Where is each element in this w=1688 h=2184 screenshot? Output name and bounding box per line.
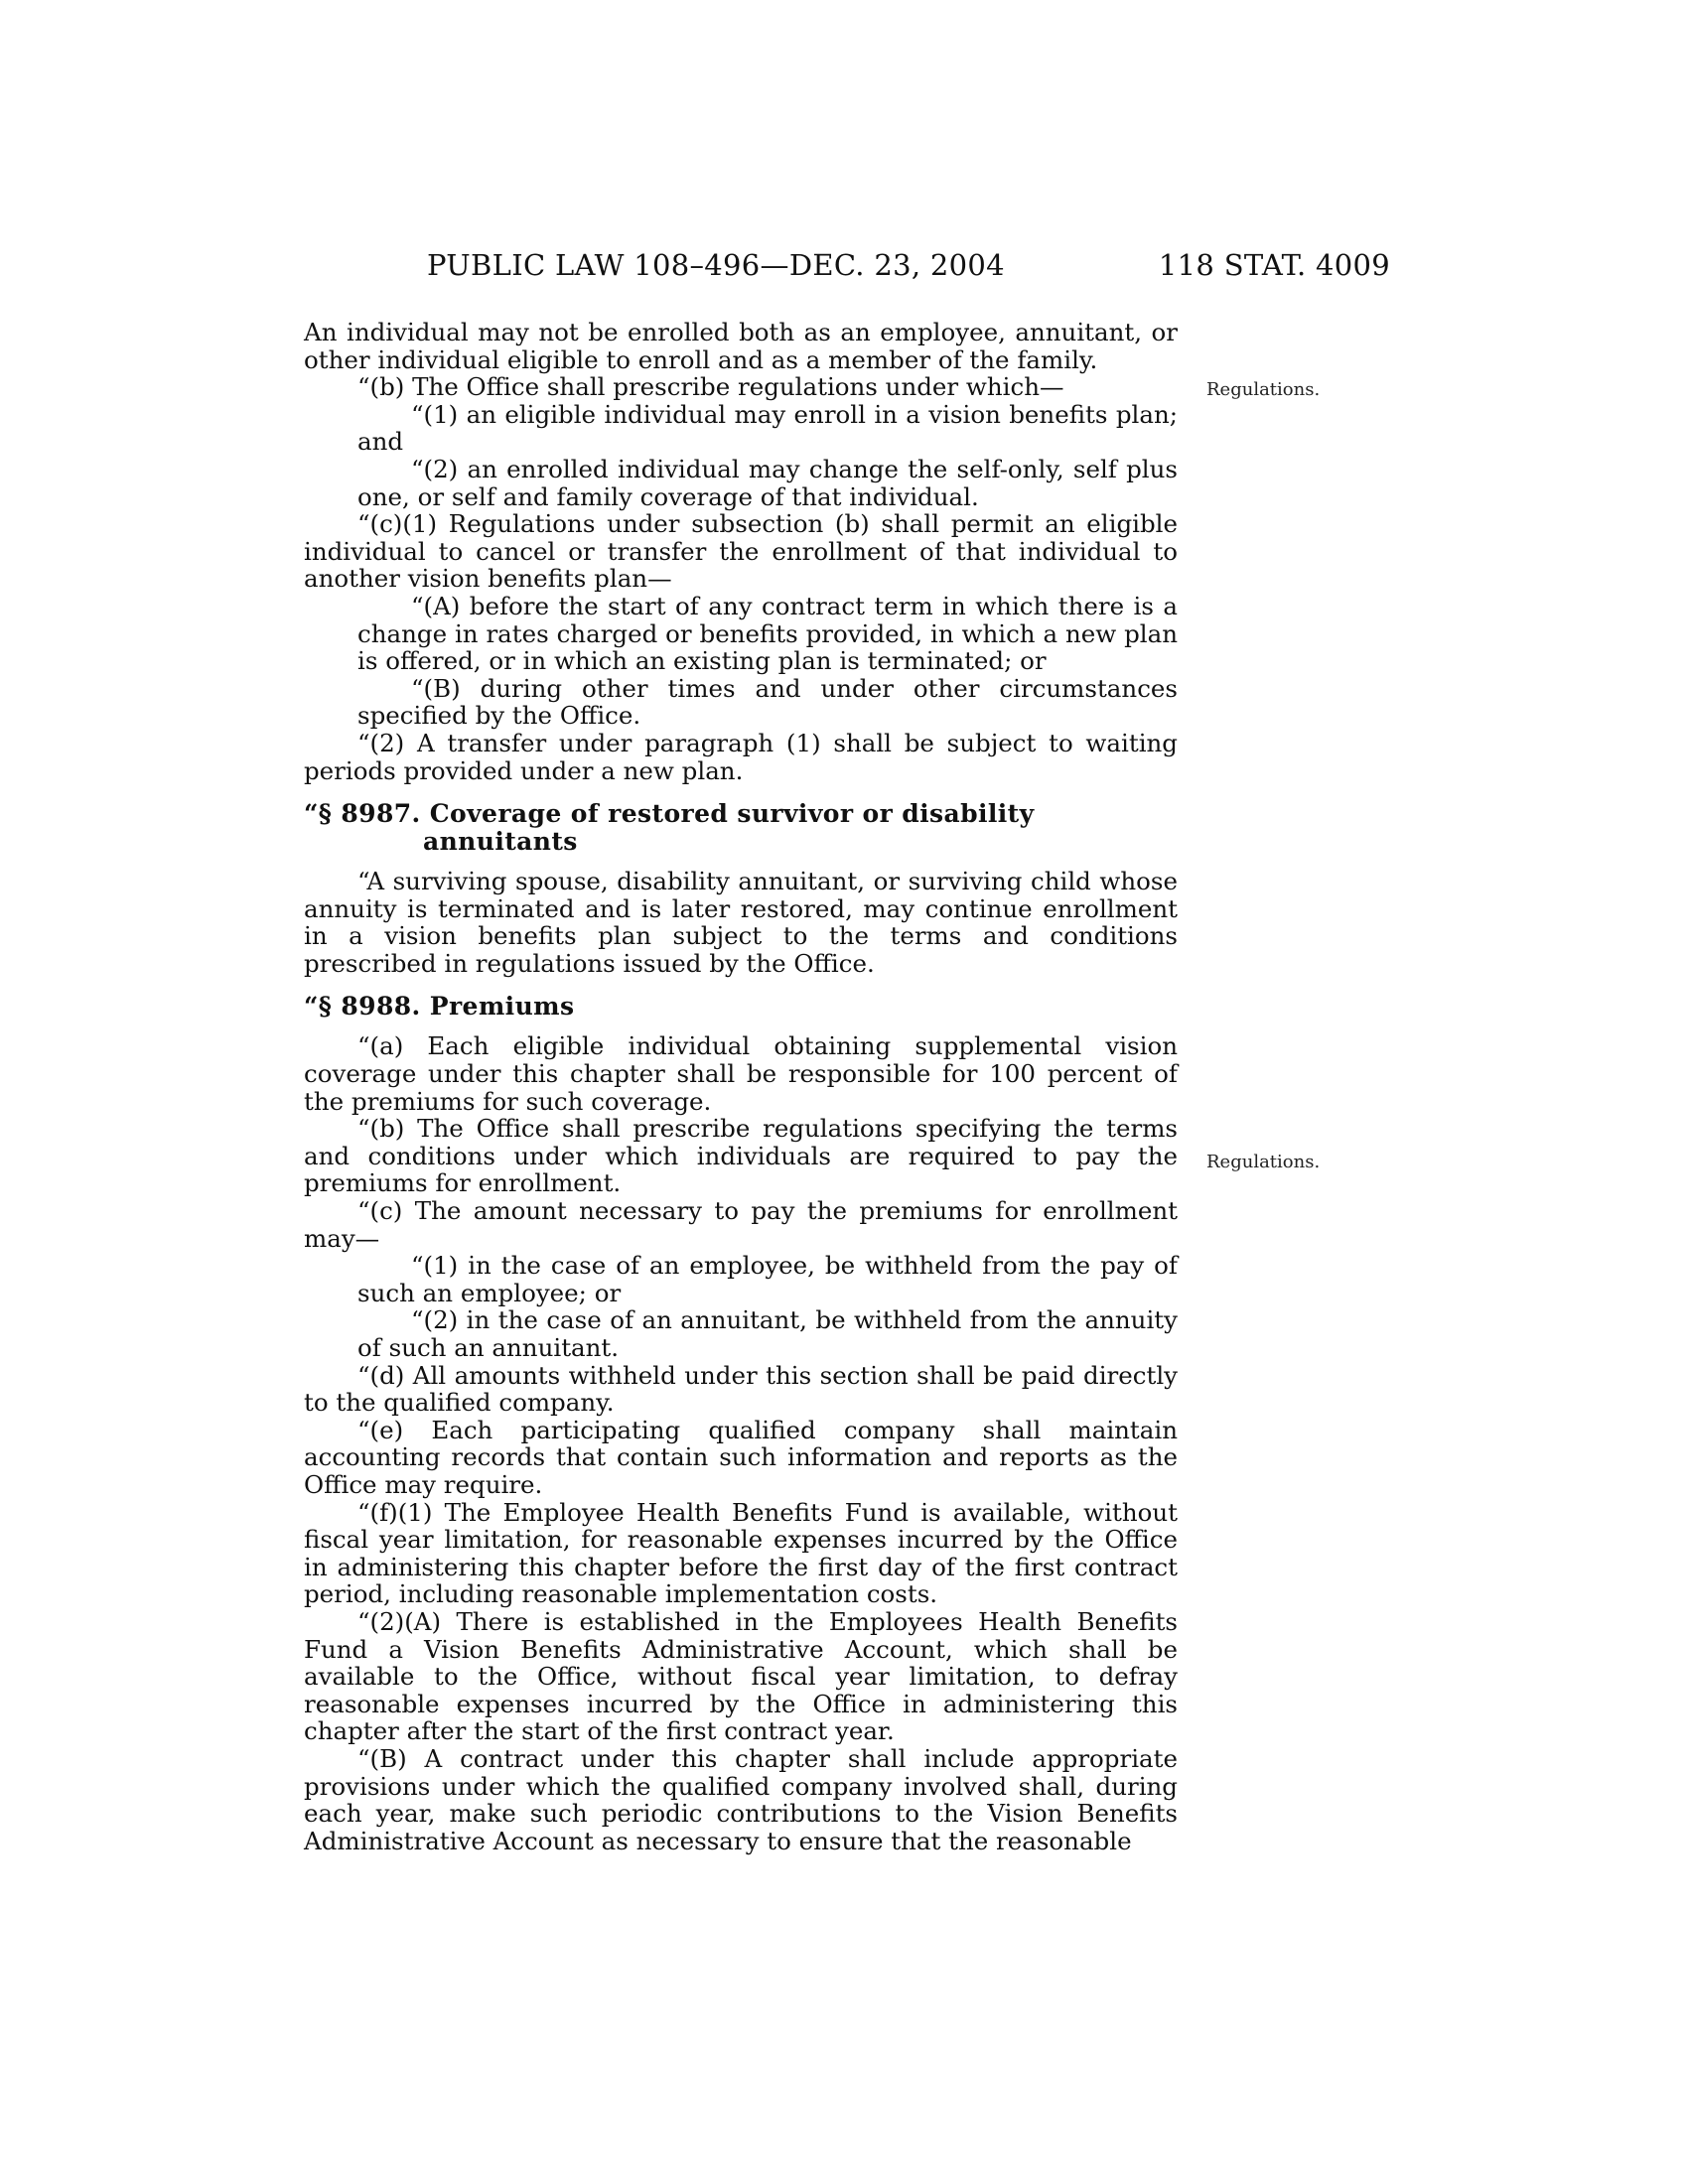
- paragraph: “(b) The Office shall prescribe regulations under which—: [357, 372, 1064, 402]
- paragraph: “(B) A contract under this chapter shall include appropriate provisions under which the qualified company involved shall, during each year, make such periodic contributions to the Vision Benefits Administrative Account as necessary to ensure that the reasonable: [304, 1743, 1178, 1855]
- paragraph: “(e) Each participating qualified company shall maintain accounting records that contain such information and reports as the Office may require.: [304, 1415, 1178, 1499]
- paragraph: “(c) The amount necessary to pay the premiums for enrollment may—: [304, 1196, 1178, 1253]
- paragraph: “(f)(1) The Employee Health Benefits Fund is available, without fiscal year limitation, for reasonable expenses incurred by the Office in administering this chapter before the first day of the first contract period, including reasonable implementation costs.: [304, 1497, 1178, 1609]
- paragraph: “(1) in the case of an employee, be withheld from the pay of such an employee; or: [357, 1251, 1178, 1307]
- section-heading-8987: “§ 8987. Coverage of restored survivor or disability annuitants: [304, 799, 1035, 857]
- paragraph: “(A) before the start of any contract term in which there is a change in rates charged or benefits provided, in which a new plan is offered, or in which an existing plan is terminated; or: [357, 591, 1178, 676]
- statute-reference: 118 STAT. 4009: [1158, 248, 1390, 282]
- margin-note-regulations: Regulations.: [1206, 379, 1321, 400]
- paragraph: “(2)(A) There is established in the Employees Health Benefits Fund a Vision Benefits Administrative Account, which shall be available to the Office, without fiscal year limitation, to defray reasonable expenses incurred by the Office in administering this chapter after the start of the first contract year.: [304, 1606, 1178, 1746]
- section-heading-8988: “§ 8988. Premiums: [304, 992, 575, 1022]
- paragraph: “(c)(1) Regulations under subsection (b) shall permit an eligible individual to cancel or transfer the enrollment of that individual to another vision benefits plan—: [304, 509, 1178, 594]
- paragraph: “(2) A transfer under paragraph (1) shall be subject to waiting periods provided under a new plan.: [304, 728, 1178, 785]
- statute-body: [304, 319, 1178, 1854]
- paragraph: “(B) during other times and under other circumstances specified by the Office.: [357, 673, 1178, 731]
- paragraph: An individual may not be enrolled both as an employee, annuitant, or other individual eligible to enroll and as a member of the family.: [304, 318, 1178, 374]
- paragraph: “(d) All amounts withheld under this section shall be paid directly to the qualified company.: [304, 1360, 1178, 1418]
- paragraph: “(2) an enrolled individual may change the self-only, self plus one, or self and family coverage of that individual.: [357, 454, 1178, 511]
- law-title: PUBLIC LAW 108–496—DEC. 23, 2004: [427, 248, 1005, 282]
- paragraph: “A surviving spouse, disability annuitant, or surviving child whose annuity is terminated and is later restored, may continue enrollment in a vision benefits plan subject to the terms and conditions prescribed in regulations issued by the Office.: [304, 867, 1178, 978]
- paragraph: “(1) an eligible individual may enroll in a vision benefits plan; and: [357, 399, 1178, 457]
- paragraph: “(b) The Office shall prescribe regulations specifying the terms and conditions under which individuals are required to pay the premiums for enrollment.: [304, 1114, 1178, 1198]
- margin-note-regulations: Regulations.: [1206, 1152, 1321, 1172]
- paragraph: “(a) Each eligible individual obtaining supplemental vision coverage under this chapter shall be responsible for 100 percent of the premiums for such coverage.: [304, 1031, 1178, 1116]
- paragraph: “(2) in the case of an annuitant, be withheld from the annuity of such an annuitant.: [357, 1305, 1178, 1362]
- running-header: [298, 248, 1390, 288]
